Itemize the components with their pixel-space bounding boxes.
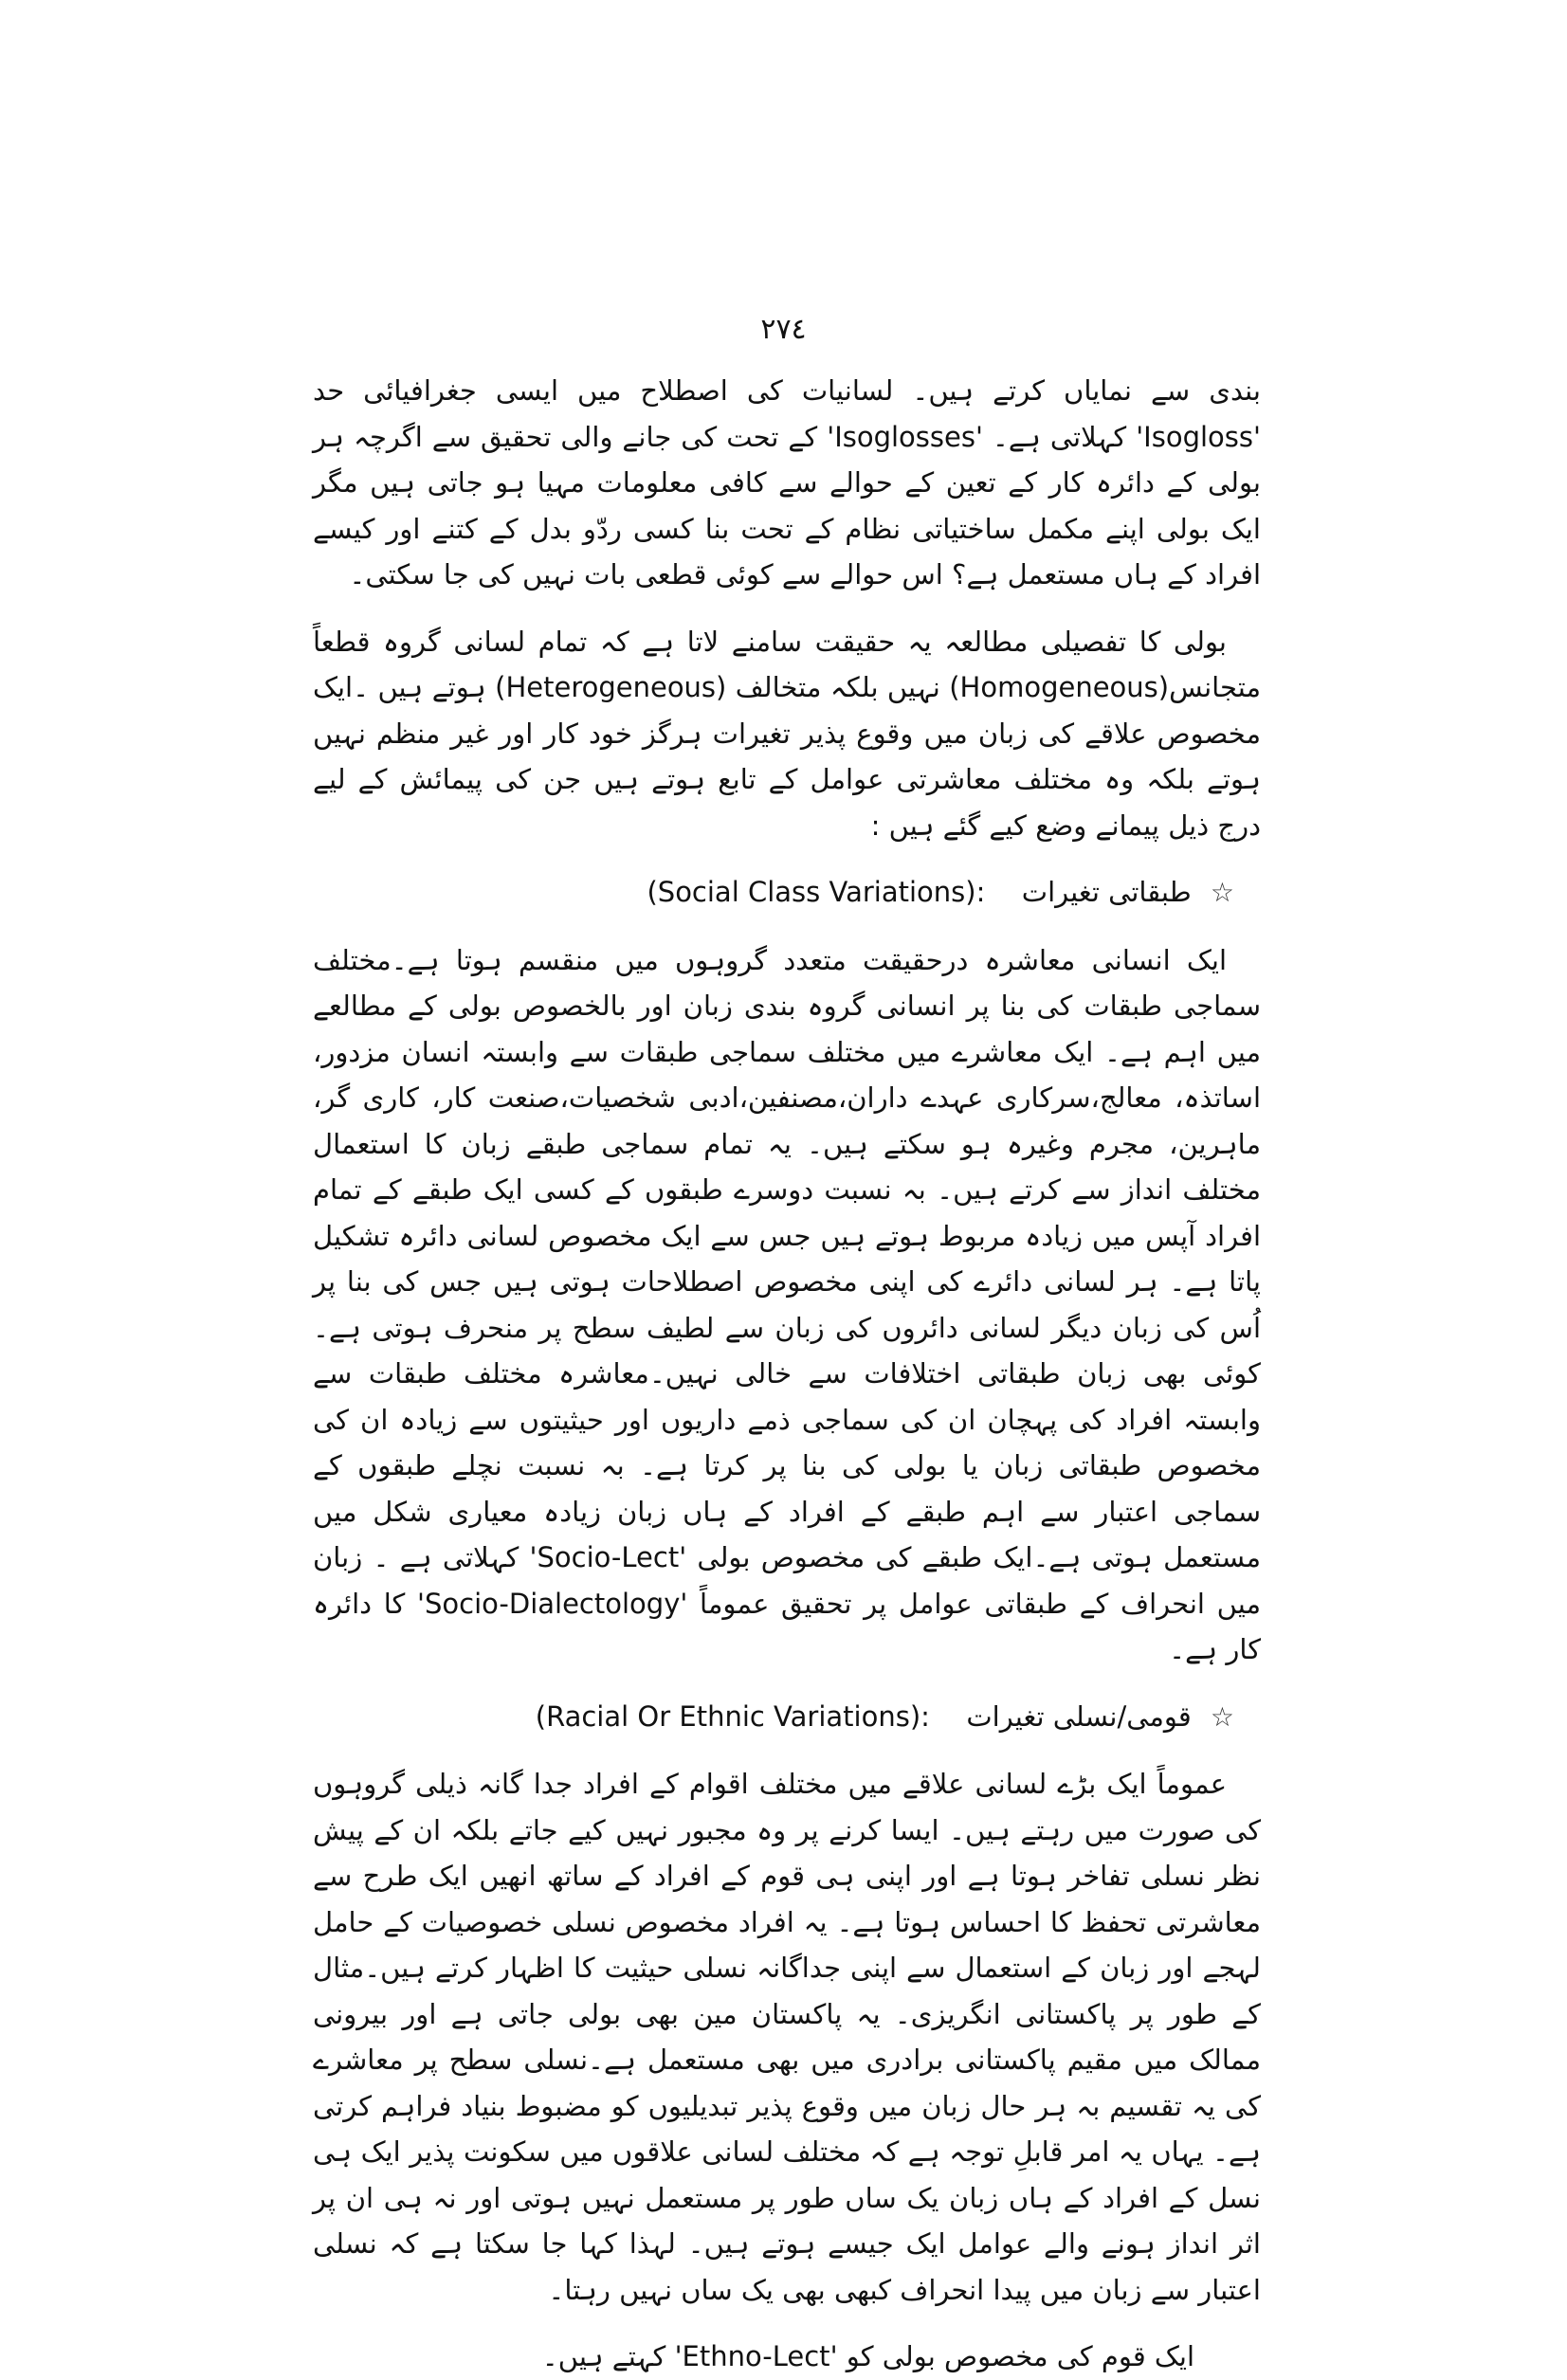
spacer <box>313 917 1261 937</box>
spacer <box>313 1673 1261 1694</box>
paragraph-dialect-variation: بولی کا تفصیلی مطالعہ یہ حقیقت سامنے لاتا ہے کہ تمام لسانی گروہ قطعاً متجانس(Homogeneous) نہیں بلکہ متخالف (Heterogeneous) ہوتے ہیں ۔ایک مخصوص علاقے کی زبان میں وقوع پذیر تغیرات ہرگز خود کار اور غیر منظم نہیں ہوتے بلکہ وہ مختلف معاشرتی عوامل کے تابع ہوتے ہیں جن کی پیمائش کے لیے درج ذیل پیمانے وضع کیے گئے ہیں : <box>313 625 1261 842</box>
paragraph-social-class: ایک انسانی معاشرہ درحقیقت متعدد گروہوں میں منقسم ہوتا ہے۔مختلف سماجی طبقات کی بنا پر انسانی گروہ بندی زبان اور بالخصوص بولی کے مطالعے میں اہم ہے۔ ایک معاشرے میں مختلف سماجی طبقات سے وابستہ انسان مزدور، اساتذہ، معالج،سرکاری عہدے داران،مصنفین،ادبی شخصیات،صنعت کار، کاری گر، ماہرین، مجرم وغیرہ ہو سکتے ہیں۔ یہ تمام سماجی طبقے زبان کا استعمال مختلف انداز سے کرتے ہیں۔ بہ نسبت دوسرے طبقوں کے کسی ایک طبقے کے تمام افراد آپس میں زیادہ مربوط ہوتے ہیں جس سے ایک مخصوص لسانی دائرہ تشکیل پاتا ہے۔ ہر لسانی دائرے کی اپنی مخصوص اصطلاحات ہوتی ہیں جس کی بنا پر اُس کی زبان دیگر لسانی دائروں کی زبان سے لطیف سطح پر منحرف ہوتی ہے۔کوئی بھی زبان طبقاتی اختلافات سے خالی نہیں۔معاشرہ مختلف طبقات سے وابستہ افراد کی پہچان ان کی سماجی ذمے داریوں اور حیثیتوں سے زیادہ ان کی مخصوص طبقاتی زبان یا بولی کی بنا پر کرتا ہے۔ بہ نسبت نچلے طبقوں کے سماجی اعتبار سے اہم طبقے کے افراد کے ہاں زبان زیادہ معیاری شکل میں مستعمل ہوتی ہے۔ایک طبقے کی مخصوص بولی 'Socio-Lect' کہلاتی ہے ۔ زبان میں انحراف کے طبقاتی عوامل پر تحقیق عموماً 'Socio-Dialectology' کا دائرہ کار ہے۔ <box>313 943 1262 1665</box>
paragraph-isogloss: بندی سے نمایاں کرتے ہیں۔ لسانیات کی اصطلاح میں ایسی جغرافیائی حد 'Isogloss' کہلاتی ہے۔ 'Isoglosses' کے تحت کی جانے والی تحقیق سے اگرچہ ہر بولی کے دائرہ کار کے تعین کے حوالے سے کافی معلومات مہیا ہو جاتی ہیں مگر ایک بولی اپنے مکمل ساختیاتی نظام کے تحت بنا کسی ردّو بدل کے کتنے اور کیسے افراد کے ہاں مستعمل ہے؟ اس حوالے سے کوئی قطعی بات نہیں کی جا سکتی۔ <box>313 374 1261 590</box>
heading-english: (Social Class Variations): <box>647 876 986 908</box>
heading-english: (Racial Or Ethnic Variations): <box>535 1699 930 1733</box>
paragraph-ethnolect: ایک قوم کی مخصوص بولی کو 'Ethno-Lect' کہتے ہیں۔ <box>541 2340 1194 2372</box>
spacer <box>313 598 1261 619</box>
page-number: ٢٧٤ <box>760 313 807 346</box>
paragraph-ethnic: عموماً ایک بڑے لسانی علاقے میں مختلف اقوام کے افراد جدا گانہ ذیلی گروہوں کی صورت میں رہتے ہیں۔ ایسا کرنے پر وہ مجبور نہیں کیے جاتے بلکہ ان کے پیش نظر نسلی تفاخر ہوتا ہے اور اپنی ہی قوم کے افراد کے ساتھ انھیں ایک طرح سے معاشرتی تحفظ کا احساس ہوتا ہے۔ یہ افراد مخصوص نسلی خصوصیات کے حامل لہجے اور زبان کے استعمال سے اپنی جداگانہ نسلی حیثیت کا اظہار کرتے ہیں۔مثال کے طور پر پاکستانی انگریزی۔ یہ پاکستان مین بھی بولی جاتی ہے اور بیرونی ممالک میں مقیم پاکستانی برادری میں بھی مستعمل ہے۔نسلی سطح پر معاشرے کی یہ تقسیم بہ ہر حال زبان میں وقوع پذیر تبدیلیوں کو مضبوط بنیاد فراہم کرتی ہے۔ یہاں یہ امر قابلِ توجہ ہے کہ مختلف لسانی علاقوں میں سکونت پذیر ایک ہی نسل کے افراد کے ہاں زبان یک ساں طور پر مستعمل نہیں ہوتی اور نہ ہی ان پر اثر انداز ہونے والے عوامل ایک جیسے ہوتے ہیں۔ لہذا کہا جا سکتا ہے کہ نسلی اعتبار سے زبان میں پیدا انحراف کبھی بھی یک ساں نہیں رہتا۔ <box>313 1768 1261 2306</box>
spacer <box>313 2313 1261 2334</box>
heading-urdu: قومی/نسلی تغیرات <box>966 1699 1192 1733</box>
section-heading-social-class <box>313 869 1261 917</box>
spacer <box>313 848 1261 869</box>
star-outline-icon: ☆ <box>1210 877 1234 908</box>
star-outline-icon: ☆ <box>1210 1700 1234 1733</box>
heading-urdu: طبقاتی تغیرات <box>1021 876 1192 908</box>
page-body <box>313 368 1261 2380</box>
section-heading-ethnic <box>313 1694 1261 1741</box>
spacer <box>313 1740 1261 1761</box>
